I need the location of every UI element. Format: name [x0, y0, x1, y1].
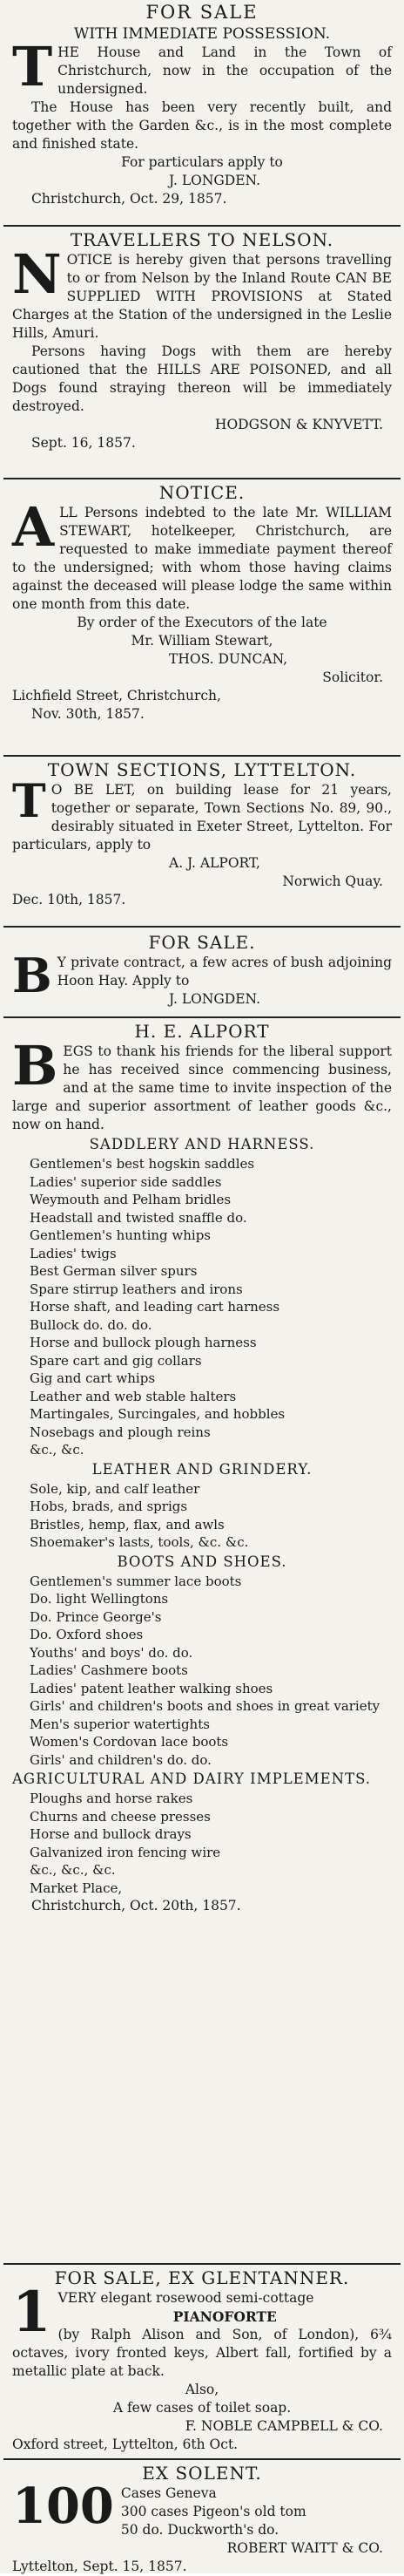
divider-rule	[3, 1016, 401, 1018]
divider-rule	[3, 926, 401, 928]
list-item: Bristles, hemp, flax, and awls	[30, 1516, 225, 1533]
ad-body: Y private contract, a few acres of bush adjoining Hoon Hay. Apply to	[57, 955, 392, 989]
ad-line-2: PIANOFORTE	[172, 2308, 277, 2325]
ad-bush-for-sale	[3, 931, 401, 1009]
drop-cap: B	[12, 1034, 58, 1098]
ad-line-2: 300 cases Pigeon's old tom	[120, 2504, 306, 2519]
ad-dateline: Sept. 16, 1857.	[31, 435, 136, 451]
ad-town-sections-lyttelton	[3, 758, 401, 909]
divider-rule	[3, 2458, 401, 2460]
list-item: Spare cart and gig collars	[30, 1352, 202, 1369]
list-item: Ladies' superior side saddles	[30, 1173, 222, 1190]
ad-heading: FOR SALE.	[148, 932, 256, 953]
ad-signature: J. LONGDEN.	[169, 991, 261, 1007]
ad-line-1: VERY elegant rosewood semi-cottage	[57, 2290, 314, 2306]
ad-heading: FOR SALE	[145, 2, 259, 23]
ad-body-2: The House has been very recently built, and together with the Garden &c., is in the most complete and finished state.	[12, 99, 392, 152]
ad-also: Also,	[185, 2382, 219, 2397]
list-item: Hobs, brads, and sprigs	[30, 1499, 188, 1514]
list-item: &c., &c.	[30, 1442, 84, 1458]
big-numeral: 100	[12, 2477, 114, 2535]
ad-order-line-1: By order of the Executors of the late	[77, 615, 327, 630]
ad-address: Oxford street, Lyttelton, 6th Oct.	[12, 2437, 239, 2452]
ad-ex-solent	[3, 2462, 401, 2576]
drop-cap: N	[12, 242, 62, 306]
big-numeral: 1	[12, 2280, 51, 2345]
ad-body: (by Ralph Alison and Son, of London), 6¾ octaves, ivory fronted keys, Albert fall, fortified by a metallic plate at back.	[12, 2327, 392, 2379]
divider-rule	[3, 478, 401, 479]
ad-footer-2: Christchurch, Oct. 20th, 1857.	[31, 1898, 241, 1913]
ad-signature: A. J. ALPORT,	[169, 855, 260, 871]
ad-dateline: Christchurch, Oct. 29, 1857.	[31, 191, 227, 207]
list-item: Do. light Wellingtons	[30, 1591, 169, 1607]
list-item: Youths' and boys' do. do.	[30, 1644, 193, 1661]
list-item: Ladies' twigs	[30, 1245, 117, 1261]
ad-heading: H. E. ALPORT	[134, 1021, 270, 1042]
ad-signature: J. LONGDEN.	[169, 173, 261, 188]
list-item: Horse and bullock drays	[30, 1826, 192, 1842]
ad-alport-leather-goods	[3, 1020, 401, 1915]
divider-rule	[3, 225, 401, 227]
list-item: Spare stirrup leathers and irons	[30, 1281, 243, 1297]
ad-dateline: Dec. 10th, 1857.	[12, 892, 126, 907]
list-item: Gentlemen's best hogskin saddles	[30, 1156, 255, 1172]
ad-body: HE House and Land in the Town of Christchurch, now in the occupation of the undersigned.	[57, 44, 392, 97]
divider-rule	[3, 2263, 401, 2265]
list-item: Martingales, Surcingales, and hobbles	[30, 1406, 286, 1422]
ad-apply-line: For particulars apply to	[121, 154, 283, 170]
leather-list	[12, 1480, 392, 1552]
ad-heading: FOR SALE, EX GLENTANNER.	[54, 2267, 350, 2288]
list-item: Weymouth and Pelham bridles	[30, 1192, 232, 1207]
drop-cap: B	[12, 948, 52, 1003]
divider-rule	[3, 755, 401, 757]
list-item: Galvanized iron fencing wire	[30, 1844, 221, 1860]
list-item: Ploughs and horse rakes	[30, 1791, 193, 1806]
drop-cap: T	[12, 35, 53, 99]
list-item: Horse and bullock plough harness	[30, 1335, 257, 1350]
list-item: Girls' and children's do. do.	[30, 1751, 212, 1768]
ad-signature-role: Solicitor.	[322, 669, 383, 685]
ad-place: Norwich Quay.	[282, 873, 383, 889]
list-item: Gig and cart whips	[30, 1370, 156, 1386]
ad-signature: F. NOBLE CAMPBELL & CO.	[185, 2418, 383, 2434]
ad-signature: THOS. DUNCAN,	[169, 651, 288, 667]
ad-line-3: 50 do. Duckworth's do.	[120, 2522, 279, 2538]
ad-dateline: Lyttelton, Sept. 15, 1857.	[12, 2559, 187, 2574]
ad-order-line-2: Mr. William Stewart,	[131, 633, 273, 649]
ad-notice-stewart	[3, 481, 401, 724]
ad-heading: EX SOLENT.	[142, 2463, 262, 2484]
ad-footer-1: Market Place,	[30, 1879, 123, 1896]
list-item: Ladies' Cashmere boots	[30, 1662, 188, 1678]
section-heading-leather: LEATHER AND GRINDERY.	[91, 1460, 313, 1478]
section-heading-saddlery: SADDLERY AND HARNESS.	[89, 1136, 315, 1152]
list-item: &c., &c., &c.	[30, 1862, 116, 1878]
list-item: Gentlemen's summer lace boots	[30, 1573, 242, 1589]
ad-body: EGS to thank his friends for the liberal support he has received since commencing business, and at the same time to invite inspection of the large and superior assortment of leather goods &c., now on hand.	[12, 1043, 392, 1132]
ad-house-for-sale	[3, 0, 401, 208]
list-item: Headstall and twisted snaffle do.	[30, 1209, 247, 1226]
list-item: Do. Oxford shoes	[30, 1627, 144, 1642]
ad-signature: HODGSON & KNYVETT.	[214, 417, 383, 432]
ad-also-2: A few cases of toilet soap.	[112, 2400, 292, 2416]
list-item: Best German silver spurs	[30, 1263, 198, 1279]
drop-cap: T	[12, 775, 46, 828]
drop-cap: A	[12, 495, 55, 559]
ad-body-2: Persons having Dogs with them are hereby cautioned that the HILLS ARE POISONED, and all Dogs found straying thereon will be immediately destroyed.	[12, 343, 392, 414]
list-item: Girls' and children's boots and shoes in great variety	[30, 1698, 380, 1714]
ad-heading: TRAVELLERS TO NELSON.	[70, 229, 334, 250]
list-item: Horse shaft, and leading cart harness	[30, 1299, 280, 1315]
ad-body: O BE LET, on building lease for 21 years, together or separate, Town Sections No. 89, 90., desirably situated in Exeter Street, Lyttelton. For particulars, apply to	[12, 782, 392, 853]
list-item: Sole, kip, and calf leather	[30, 1480, 200, 1497]
ad-travellers-to-nelson	[3, 228, 401, 452]
list-item: Churns and cheese presses	[30, 1808, 211, 1825]
ad-line-1: Cases Geneva	[120, 2485, 217, 2501]
list-item: Nosebags and plough reins	[30, 1424, 211, 1440]
ad-body: OTICE is hereby given that persons travelling to or from Nelson by the Inland Route CAN BE SUPPLIED WITH PROVISIONS at Stated Charges at the Station of the undersigned in the Leslie Hills, Amuri.	[12, 252, 392, 341]
ad-subheading: WITH IMMEDIATE POSSESSION.	[73, 25, 331, 43]
implements-list	[12, 1790, 392, 1879]
ad-body: LL Persons indebted to the late Mr. WILLIAM STEWART, hotelkeeper, Christchurch, are requested to make immediate payment thereof to the undersigned; with whom those having claims against the deceased will please lodge the same within one month from this date.	[12, 505, 392, 612]
boots-list	[12, 1573, 392, 1770]
ad-signature: ROBERT WAITT & CO.	[226, 2540, 383, 2556]
saddlery-list	[12, 1155, 392, 1459]
list-item: Men's superior watertights	[30, 1716, 210, 1732]
ad-address-1: Lichfield Street, Christchurch,	[12, 688, 221, 703]
list-item: Gentlemen's hunting whips	[30, 1227, 212, 1243]
list-item: Leather and web stable halters	[30, 1388, 237, 1404]
ad-heading: NOTICE.	[158, 482, 246, 503]
list-item: Women's Cordovan lace boots	[30, 1734, 229, 1750]
ad-address-2: Nov. 30th, 1857.	[31, 706, 145, 722]
list-item: Do. Prince George's	[30, 1608, 162, 1625]
list-item: Shoemaker's lasts, tools, &c. &c.	[30, 1534, 249, 1550]
section-heading-boots: BOOTS AND SHOES.	[117, 1553, 287, 1570]
section-heading-agricultural: AGRICULTURAL AND DAIRY IMPLEMENTS.	[12, 1771, 372, 1787]
list-item: Bullock do. do. do.	[30, 1316, 152, 1333]
list-item: Ladies' patent leather walking shoes	[30, 1680, 273, 1696]
ad-pianoforte-for-sale	[3, 2267, 401, 2454]
ad-heading: TOWN SECTIONS, LYTTELTON.	[47, 759, 357, 780]
